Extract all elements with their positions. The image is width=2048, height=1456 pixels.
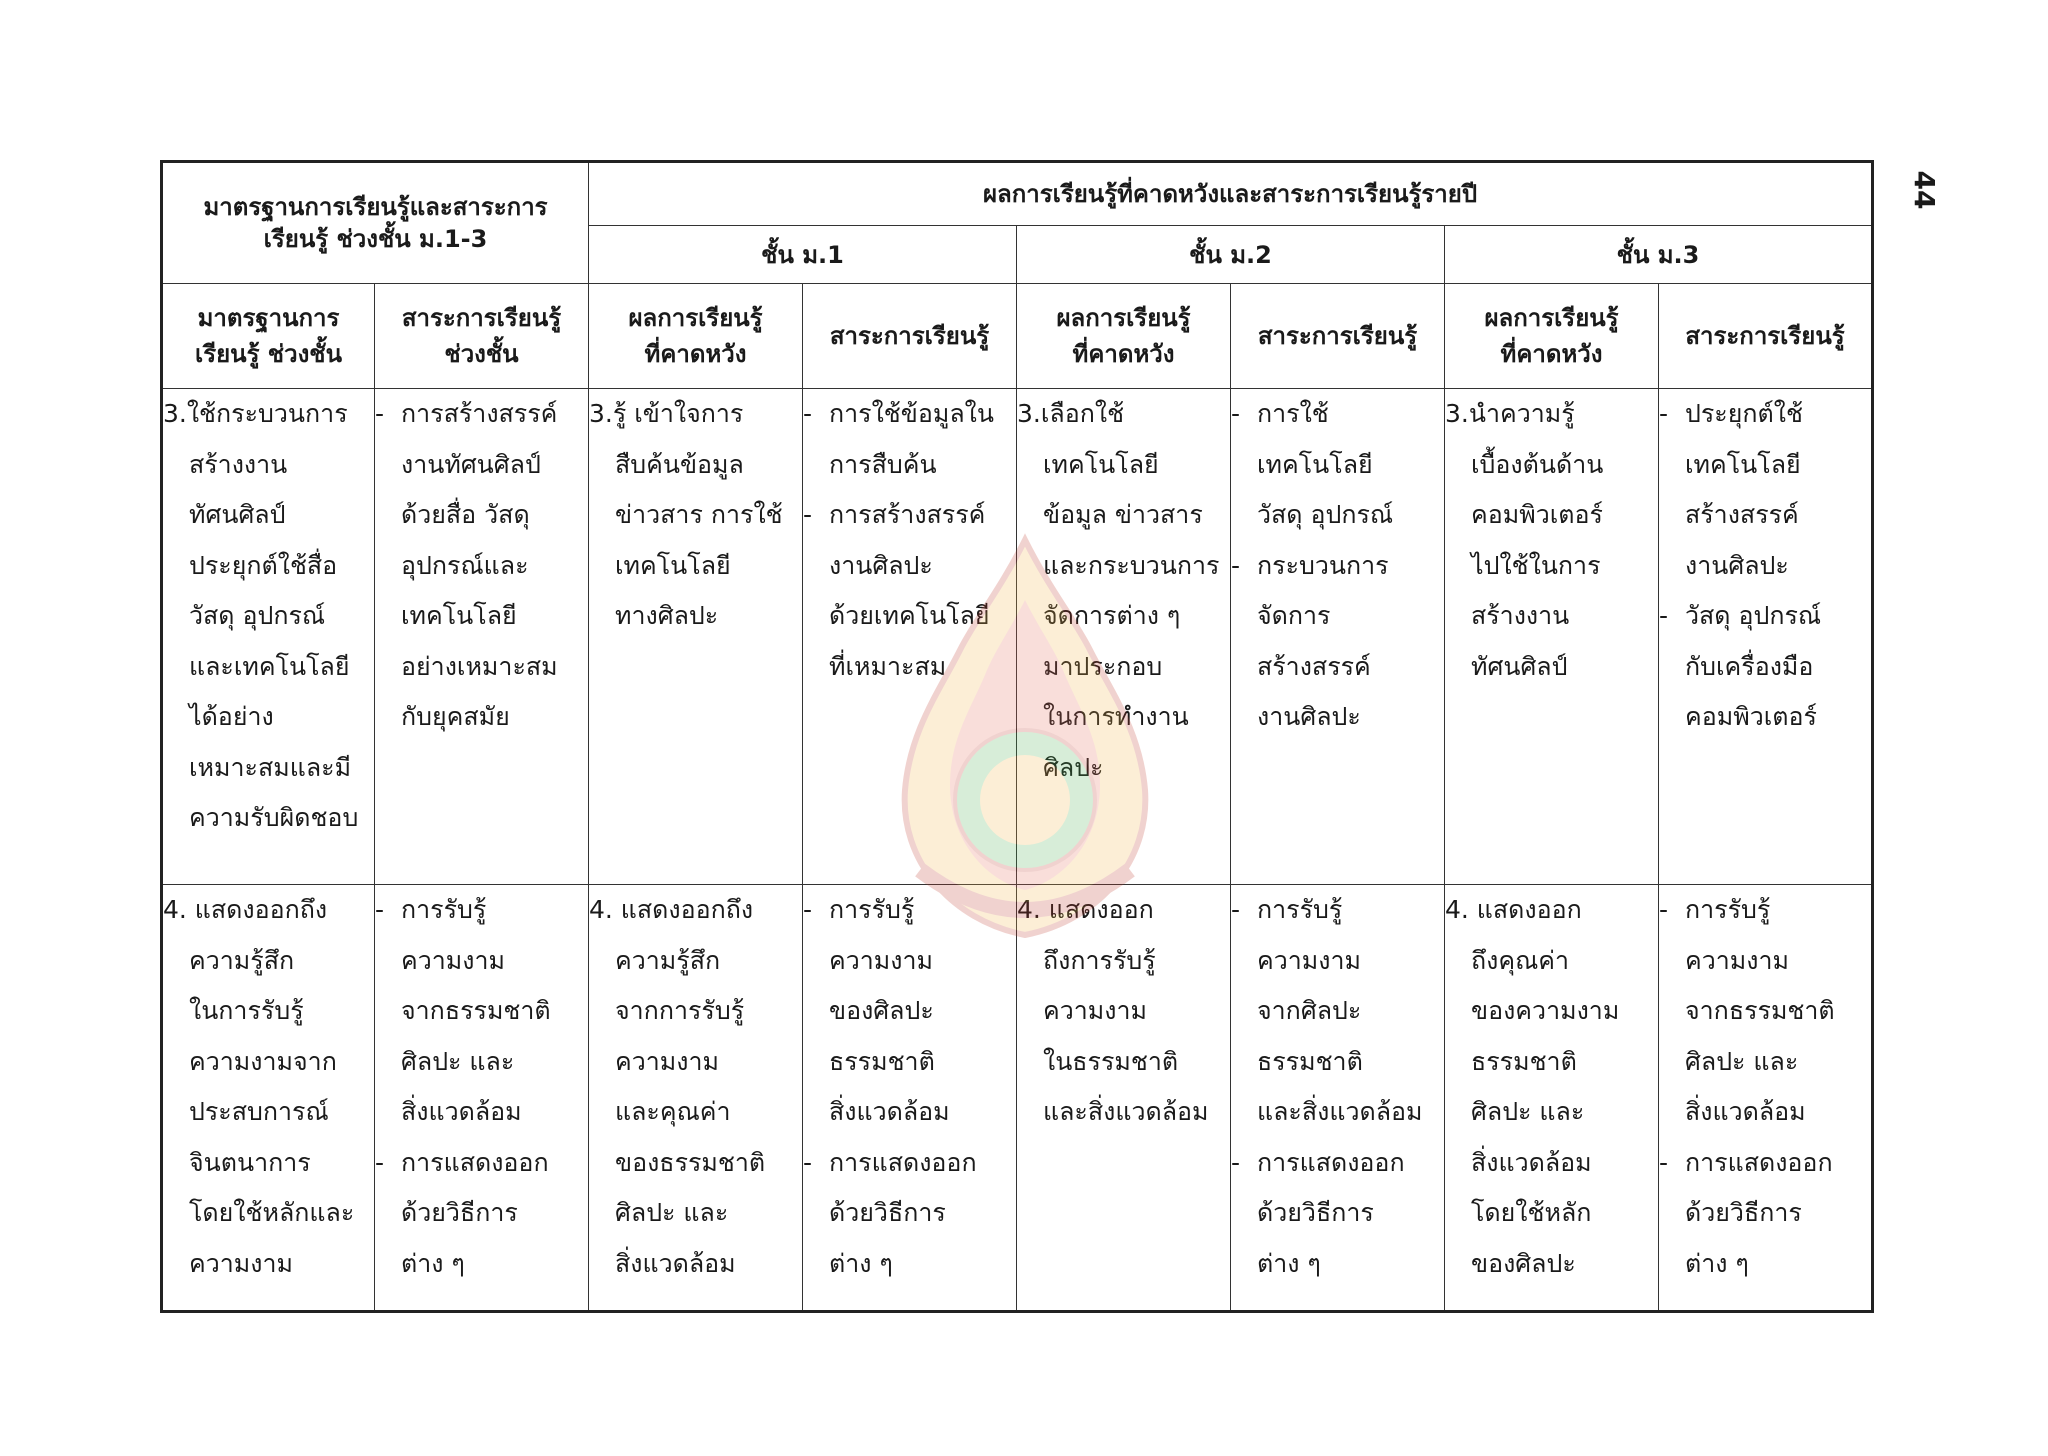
bullet-line: - การแสดงออก	[375, 1147, 549, 1177]
page-number: 44	[1908, 170, 1942, 210]
bullet-continuation: สร้างสรรค์	[1257, 651, 1371, 681]
bullet-line: - การรับรู้	[1231, 895, 1343, 924]
cell-line: ในการทำงาน	[1043, 702, 1189, 731]
bullet-line: - ประยุกต์ใช้	[1659, 399, 1803, 428]
cell-range-content	[375, 885, 589, 1312]
header-left-title	[162, 162, 589, 284]
bullet-continuation: ต่าง ๆ	[1685, 1248, 1749, 1278]
cell-line: เทคโนโลยี	[1043, 449, 1159, 479]
bullet-line: - การสร้างสรรค์	[375, 399, 558, 428]
cell-line: และสิ่งแวดล้อม	[1043, 1097, 1209, 1126]
bullet-continuation: สิ่งแวดล้อม	[1685, 1097, 1806, 1126]
cell-line: ถึงการรับรู้	[1043, 945, 1156, 975]
cell-m3-outcome	[1445, 885, 1659, 1312]
cell-m1-outcome	[589, 389, 803, 885]
cell-line: สิ่งแวดล้อม	[615, 1248, 736, 1278]
cell-line: เทคโนโลยี	[615, 550, 731, 580]
col-header-m1-content: สาระการเรียนรู้	[803, 284, 1017, 389]
cell-line: 3.เลือกใช้	[1017, 399, 1125, 428]
cell-m1-content	[803, 885, 1017, 1312]
header-left-title-text: มาตรฐานการเรียนรู้และสาระการเรียนรู้ ช่วงชั้น ม.1-3	[203, 193, 548, 253]
cell-line: จัดการต่าง ๆ	[1043, 601, 1181, 630]
cell-m3-content	[1659, 885, 1873, 1312]
bullet-continuation: ต่าง ๆ	[401, 1248, 465, 1278]
bullet-continuation: ความงาม	[1257, 945, 1362, 975]
cell-line: ของศิลปะ	[1471, 1248, 1576, 1278]
bullet-continuation: สร้างสรรค์	[1685, 500, 1799, 529]
cell-line: สืบค้นข้อมูล	[615, 449, 744, 479]
bullet-continuation: ธรรมชาติ	[829, 1046, 935, 1076]
bullet-continuation: ด้วยวิธีการ	[401, 1198, 518, 1227]
cell-m2-outcome	[1017, 389, 1231, 885]
bullet-line: - การรับรู้	[1659, 895, 1771, 924]
bullet-continuation: ธรรมชาติ	[1257, 1046, 1363, 1076]
cell-line: 4. แสดงออก	[1017, 895, 1154, 924]
cell-line: ได้อย่าง	[189, 702, 274, 731]
cell-line: ในธรรมชาติ	[1043, 1046, 1179, 1076]
bullet-continuation: กับเครื่องมือ	[1685, 651, 1814, 681]
bullet-continuation: ด้วยวิธีการ	[1257, 1198, 1374, 1227]
bullet-continuation: เทคโนโลยี	[1685, 449, 1801, 479]
cell-line: ไปใช้ในการ	[1471, 550, 1601, 580]
cell-standard	[162, 885, 375, 1312]
col-header-m2-content: สาระการเรียนรู้	[1231, 284, 1445, 389]
cell-line: ทัศนศิลป์	[1471, 651, 1568, 681]
bullet-continuation: ที่เหมาะสม	[829, 651, 947, 681]
cell-line: ประสบการณ์	[189, 1097, 329, 1126]
bullet-continuation: งานทัศนศิลป์	[401, 449, 541, 479]
cell-line: ความงาม	[615, 1046, 720, 1076]
cell-line: จินตนาการ	[189, 1147, 311, 1177]
cell-line: 4. แสดงออกถึง	[589, 895, 754, 924]
cell-line: ประยุกต์ใช้สื่อ	[189, 550, 338, 580]
cell-line: จากการรับรู้	[615, 996, 745, 1025]
bullet-continuation: ศิลปะ และ	[1685, 1046, 1799, 1076]
cell-line: เหมาะสมและมี	[189, 752, 352, 782]
bullet-continuation: ความงาม	[1685, 945, 1790, 975]
bullet-continuation: ต่าง ๆ	[829, 1248, 893, 1278]
grade-m3-header: ชั้น ม.3	[1445, 226, 1873, 284]
cell-line: 4. แสดงออกถึง	[163, 895, 328, 924]
cell-m1-outcome	[589, 885, 803, 1312]
cell-standard	[162, 389, 375, 885]
bullet-continuation: และสิ่งแวดล้อม	[1257, 1097, 1423, 1126]
bullet-continuation: ด้วยวิธีการ	[829, 1198, 946, 1227]
bullet-continuation: จากศิลปะ	[1257, 996, 1362, 1025]
bullet-continuation: จัดการ	[1257, 601, 1331, 630]
cell-line: 3.ใช้กระบวนการ	[163, 399, 348, 428]
cell-m2-outcome	[1017, 885, 1231, 1312]
cell-line: 3.รู้ เข้าใจการ	[589, 399, 744, 428]
curriculum-table	[160, 160, 1874, 1313]
bullet-continuation: อุปกรณ์และ	[401, 550, 529, 580]
cell-line: ศิลปะ และ	[615, 1198, 729, 1227]
bullet-continuation: งานศิลปะ	[829, 550, 933, 580]
bullet-line: - การแสดงออก	[1231, 1147, 1405, 1177]
bullet-continuation: อย่างเหมาะสม	[401, 651, 558, 681]
col-header-m1-outcome: ผลการเรียนรู้ ที่คาดหวัง	[589, 284, 803, 389]
bullet-continuation: วัสดุ อุปกรณ์	[1257, 500, 1394, 529]
col-header-m3-content: สาระการเรียนรู้	[1659, 284, 1873, 389]
bullet-continuation: งานศิลปะ	[1257, 702, 1361, 731]
bullet-line: - การรับรู้	[375, 895, 487, 924]
bullet-continuation: จากธรรมชาติ	[1685, 996, 1835, 1025]
bullet-continuation: ศิลปะ และ	[401, 1046, 515, 1076]
cell-m1-content	[803, 389, 1017, 885]
bullet-continuation: สิ่งแวดล้อม	[829, 1097, 950, 1126]
bullet-continuation: ด้วยเทคโนโลยี	[829, 601, 990, 630]
col-header-standard: มาตรฐานการเรียนรู้ ช่วงชั้น	[162, 284, 375, 389]
bullet-continuation: เทคโนโลยี	[401, 601, 517, 630]
bullet-line: - การใช้	[1231, 399, 1329, 428]
cell-m3-content	[1659, 389, 1873, 885]
bullet-continuation: จากธรรมชาติ	[401, 996, 551, 1025]
cell-line: 4. แสดงออก	[1445, 895, 1582, 924]
cell-line: และกระบวนการ	[1043, 550, 1220, 580]
cell-m3-outcome	[1445, 389, 1659, 885]
cell-line: สิ่งแวดล้อม	[1471, 1147, 1592, 1177]
cell-line: ความรู้สึก	[189, 945, 295, 975]
cell-m2-content	[1231, 389, 1445, 885]
cell-line: สร้างงาน	[1471, 601, 1570, 630]
cell-line: ทางศิลปะ	[615, 601, 719, 630]
cell-line: และคุณค่า	[615, 1097, 731, 1126]
cell-line: ข่าวสาร การใช้	[615, 500, 783, 529]
cell-line: ความงาม	[189, 1248, 294, 1278]
bullet-continuation: ต่าง ๆ	[1257, 1248, 1321, 1278]
cell-line: วัสดุ อุปกรณ์	[189, 601, 326, 630]
bullet-continuation: ของศิลปะ	[829, 996, 934, 1025]
cell-line: ความงามจาก	[189, 1046, 337, 1076]
col-header-m3-outcome: ผลการเรียนรู้ ที่คาดหวัง	[1445, 284, 1659, 389]
bullet-line: - การใช้ข้อมูลใน	[803, 399, 994, 428]
bullet-continuation: ความงาม	[829, 945, 934, 975]
col-header-range-content: สาระการเรียนรู้ ช่วงชั้น	[375, 284, 589, 389]
cell-line: ศิลปะ	[1043, 752, 1104, 782]
bullet-continuation: กับยุคสมัย	[401, 702, 510, 731]
cell-line: สร้างงาน	[189, 449, 288, 479]
cell-line: 3.นำความรู้	[1445, 399, 1575, 428]
cell-line: ในการรับรู้	[189, 996, 304, 1025]
table-row	[162, 885, 1873, 1312]
bullet-line: - วัสดุ อุปกรณ์	[1659, 601, 1822, 630]
bullet-continuation: สิ่งแวดล้อม	[401, 1097, 522, 1126]
cell-line: ข้อมูล ข่าวสาร	[1043, 500, 1203, 529]
cell-line: ของความงาม	[1471, 996, 1620, 1025]
cell-line: ของธรรมชาติ	[615, 1147, 766, 1177]
bullet-line: - การแสดงออก	[1659, 1147, 1833, 1177]
cell-line: ศิลปะ และ	[1471, 1097, 1585, 1126]
bullet-continuation: การสืบค้น	[829, 449, 937, 479]
bullet-continuation: ด้วยวิธีการ	[1685, 1198, 1802, 1227]
bullet-continuation: เทคโนโลยี	[1257, 449, 1373, 479]
cell-line: มาประกอบ	[1043, 651, 1163, 681]
bullet-continuation: งานศิลปะ	[1685, 550, 1789, 580]
bullet-line: - การแสดงออก	[803, 1147, 977, 1177]
bullet-continuation: ความงาม	[401, 945, 506, 975]
cell-line: และเทคโนโลยี	[189, 651, 350, 681]
cell-line: ธรรมชาติ	[1471, 1046, 1577, 1076]
grade-m1-header: ชั้น ม.1	[589, 226, 1017, 284]
cell-line: ความรับผิดชอบ	[189, 803, 359, 832]
cell-line: เบื้องต้นด้าน	[1471, 449, 1604, 479]
cell-line: ทัศนศิลป์	[189, 500, 286, 529]
bullet-line: - การสร้างสรรค์	[803, 500, 986, 529]
cell-line: ความรู้สึก	[615, 945, 721, 975]
cell-line: ความงาม	[1043, 996, 1148, 1025]
col-header-m2-outcome: ผลการเรียนรู้ ที่คาดหวัง	[1017, 284, 1231, 389]
cell-range-content	[375, 389, 589, 885]
grade-m2-header: ชั้น ม.2	[1017, 226, 1445, 284]
cell-line: โดยใช้หลัก	[1471, 1198, 1592, 1227]
header-right-title: ผลการเรียนรู้ที่คาดหวังและสาระการเรียนรู้รายปี	[589, 162, 1873, 226]
bullet-continuation: คอมพิวเตอร์	[1685, 702, 1817, 731]
cell-line: ถึงคุณค่า	[1471, 945, 1570, 975]
cell-line: โดยใช้หลักและ	[189, 1198, 355, 1227]
cell-m2-content	[1231, 885, 1445, 1312]
cell-line: คอมพิวเตอร์	[1471, 500, 1603, 529]
bullet-line: - กระบวนการ	[1231, 550, 1389, 580]
bullet-line: - การรับรู้	[803, 895, 915, 924]
bullet-continuation: ด้วยสื่อ วัสดุ	[401, 500, 530, 529]
table-row	[162, 389, 1873, 885]
